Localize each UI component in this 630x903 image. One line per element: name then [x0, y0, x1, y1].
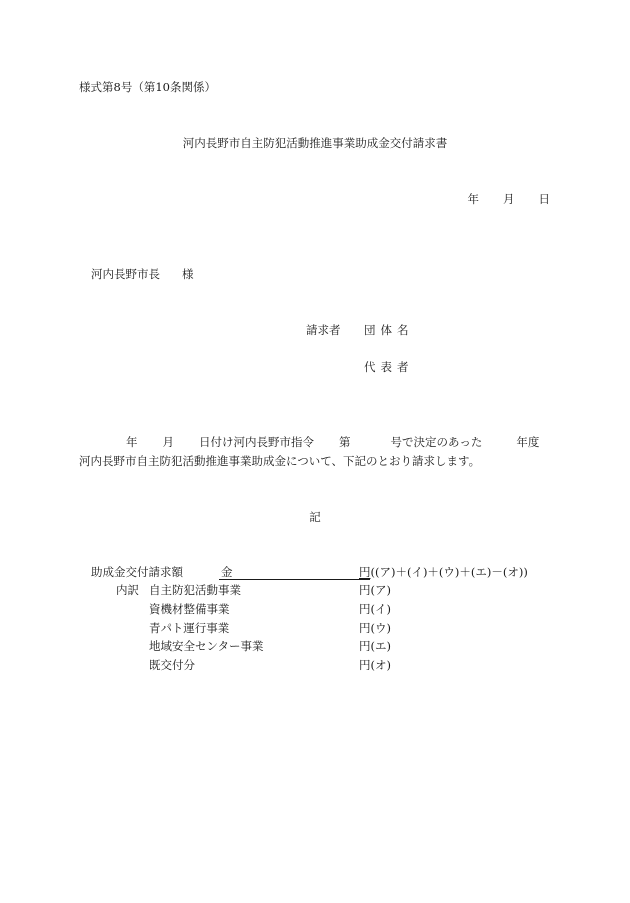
breakdown-item-label: 資機材整備事業 [149, 602, 230, 616]
amount-formula: ((ア)＋(イ)＋(ウ)＋(エ)－(オ)) [370, 565, 528, 579]
addressee-name: 河内長野市長 [91, 267, 160, 281]
breakdown-item-yen [359, 622, 391, 636]
breakdown-item-yen [359, 640, 391, 654]
date-year-label: 年 [467, 192, 479, 206]
yen-unit: 円 [359, 621, 371, 635]
body-number-suffix: 号で決定のあった [390, 435, 483, 449]
body-date-suffix: 日付け河内長野市指令 [199, 435, 314, 449]
breakdown-item-yen [359, 659, 391, 673]
amount-label: 助成金交付請求額 [91, 565, 183, 579]
addressee-honorific: 様 [182, 267, 194, 281]
yen-unit: 円 [359, 639, 371, 653]
yen-unit: 円 [359, 583, 371, 597]
breakdown-item-label: 地域安全センター事業 [149, 639, 264, 653]
breakdown-item-label: 既交付分 [149, 658, 195, 672]
body-line-2: 河内長野市自主防犯活動推進事業助成金について、下記のとおり請求します。 [79, 454, 481, 468]
body-month: 月 [162, 435, 174, 449]
date-line [468, 193, 551, 207]
item-code: (ウ) [370, 621, 391, 635]
date-month-label: 月 [503, 192, 515, 206]
document-title: 河内長野市自主防犯活動推進事業助成金交付請求書 [182, 136, 448, 150]
body-year: 年 [126, 435, 138, 449]
amount-yen-unit: 円 [359, 565, 371, 579]
addressee [91, 268, 194, 282]
representative-label: 代表者 [364, 360, 414, 374]
body-fiscal-year: 年度 [516, 435, 540, 449]
amount-kin: 金 [221, 565, 233, 579]
amount-underline [219, 579, 370, 580]
item-code: (オ) [370, 658, 391, 672]
amount-yen [359, 566, 528, 580]
body-line-1 [126, 436, 539, 450]
date-day-label: 日 [538, 192, 550, 206]
requester-label: 請求者 [306, 323, 341, 337]
breakdown-item-label: 青パト運行事業 [149, 621, 230, 635]
form-number: 様式第8号（第10条関係） [79, 80, 216, 94]
ki-label: 記 [309, 510, 321, 524]
breakdown-item-yen [359, 603, 391, 617]
body-number-prefix: 第 [339, 435, 351, 449]
item-code: (ア) [370, 583, 391, 597]
breakdown-item-yen [359, 584, 391, 598]
breakdown-item-label: 自主防犯活動事業 [149, 583, 241, 597]
breakdown-label: 内訳 [116, 583, 139, 597]
org-name-label: 団体名 [364, 323, 414, 337]
yen-unit: 円 [359, 658, 371, 672]
item-code: (エ) [370, 639, 391, 653]
yen-unit: 円 [359, 602, 371, 616]
item-code: (イ) [370, 602, 391, 616]
